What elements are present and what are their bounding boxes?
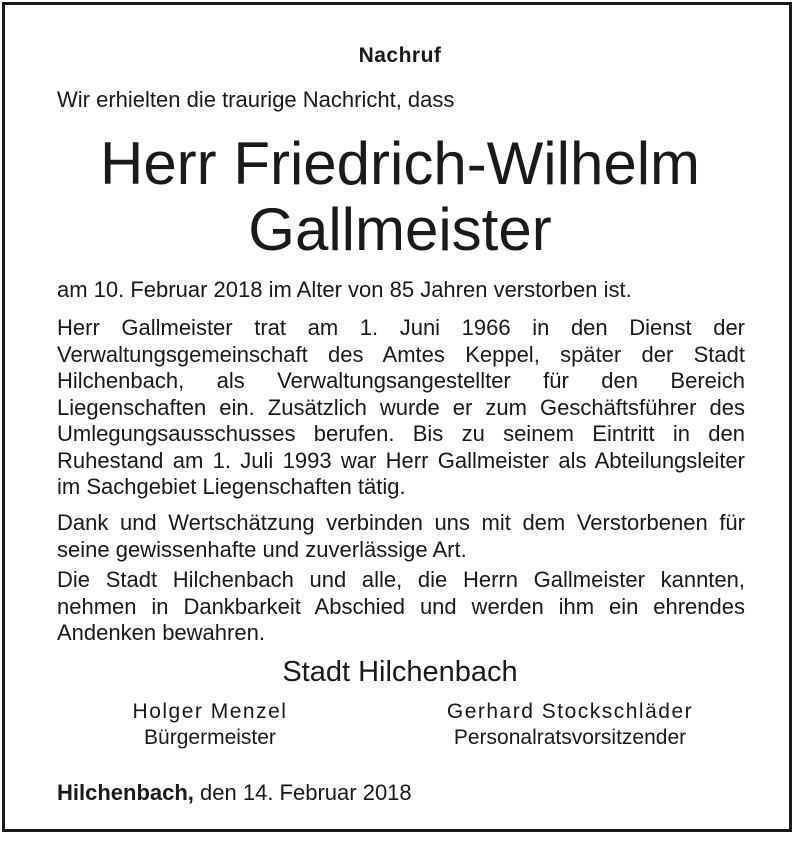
place-name: Hilchenbach, [57, 780, 194, 805]
career-paragraph: Herr Gallmeister trat am 1. Juni 1966 in den Dienst der Verwaltungsgemeinschaft des Amtes Keppel, später der Stadt Hilchenbach, als Verwaltungsangestellter für den Bereich Liegenschaften ein. Zusätzlich wurde er zum Geschäftsführer des Umlegungsausschusses berufen. Bis zu seinem Eintritt in den Ruhestand am 1. Juli 1993 war Herr Gallmeister als Abteilungsleiter im Sachgebiet Liegenschaften tätig. [57, 315, 745, 499]
signatory-role-mayor: Bürgermeister [144, 726, 276, 749]
intro-text: Wir erhielten die traurige Nachricht, dass [57, 87, 455, 112]
signatory-name-council: Gerhard Stockschläder [446, 700, 694, 723]
gratitude-paragraph: Dank und Wertschätzung verbinden uns mit dem Verstorbenen für seine gewissenhafte und zuverlässige Art. [57, 510, 745, 562]
death-date-line: am 10. Februar 2018 im Alter von 85 Jahren verstorben ist. [57, 277, 632, 302]
notice-heading: Nachruf [358, 44, 442, 67]
place-date-line [57, 780, 412, 806]
deceased-name-line-1: Herr Friedrich-Wilhelm [99, 130, 701, 197]
signatory-role-council: Personalratsvorsitzender [453, 726, 687, 749]
farewell-paragraph: Die Stadt Hilchenbach und alle, die Herrn Gallmeister kannten, nehmen in Dankbarkeit Abschied und werden ihm ein ehrendes Andenken bewahren. [57, 567, 745, 645]
organization-name: Stadt Hilchenbach [282, 656, 518, 688]
signatory-name-mayor: Holger Menzel [132, 700, 288, 723]
notice-date: den 14. Februar 2018 [200, 780, 412, 805]
deceased-name-line-2: Gallmeister [248, 196, 552, 263]
